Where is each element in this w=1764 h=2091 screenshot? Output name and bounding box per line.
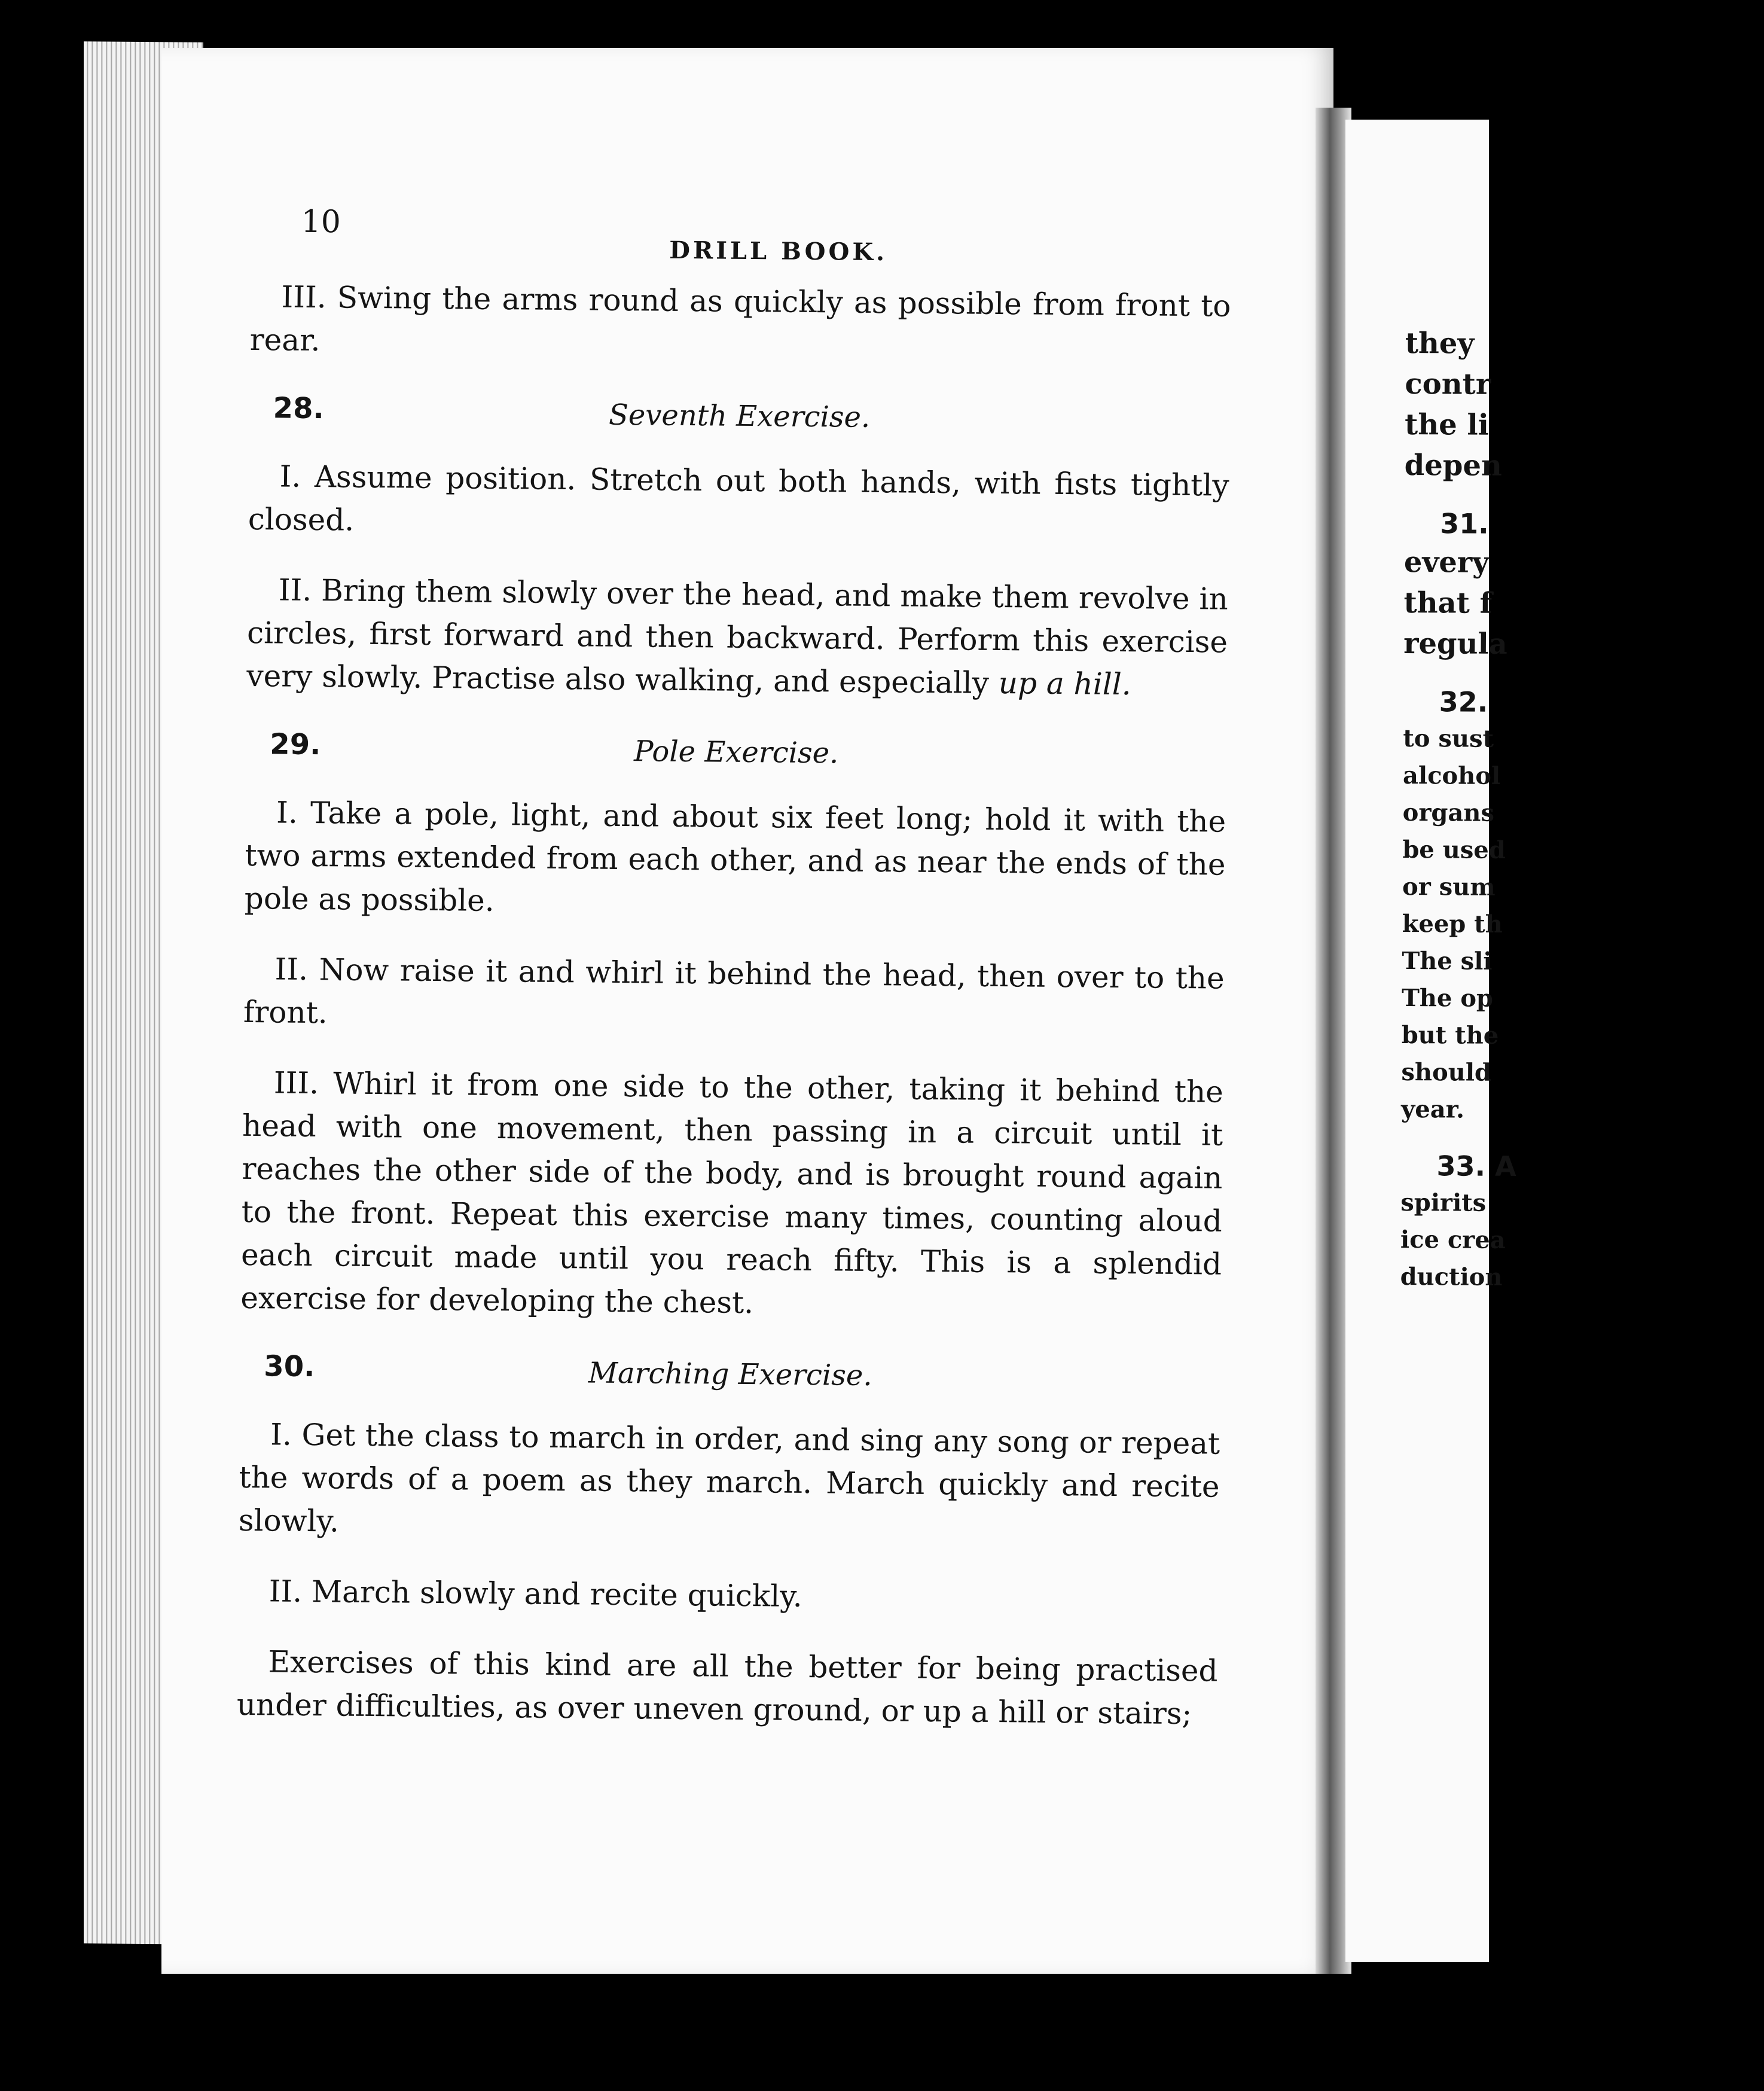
paragraph: II. March slowly and recite quickly. <box>268 1574 802 1614</box>
section-number: 29. <box>270 727 321 762</box>
right-page <box>1345 120 1516 1962</box>
right-section-number: 32. <box>1439 685 1488 718</box>
right-line: every <box>1403 545 1490 580</box>
left-page-content <box>236 203 1232 1763</box>
right-line: contr <box>1405 367 1491 401</box>
right-line: the li <box>1404 407 1490 442</box>
right-line: year. <box>1400 1095 1465 1124</box>
section-title: Marching Exercise. <box>588 1356 872 1393</box>
italic-phrase: up a hill. <box>998 666 1131 702</box>
right-line: duction <box>1400 1262 1503 1291</box>
section-heading-30 <box>240 1347 1221 1408</box>
right-line: they <box>1405 326 1475 361</box>
right-line: but the <box>1401 1020 1499 1050</box>
paragraph: III. Whirl it from one side to the other, taking it behind the head with one movement, then passing in a circuit until it reaches the other side of the body, and is brought round again to the front. Repeat this exercise many times, counting aloud each circuit made until you reach fifty. This is a splendid exercise for developing the chest. <box>240 1065 1224 1321</box>
right-line: that f <box>1403 586 1493 620</box>
right-page-content <box>1400 323 1764 1297</box>
paragraph: Exercises of this kind are all the better for being practised under difficulties, as over uneven ground, or up a hill or stairs; <box>236 1644 1218 1732</box>
page-number: 10 <box>301 203 341 240</box>
paragraph-text: II. Bring them slowly over the head, and make them revolve in circles, first forward and then backward. Perform this exercise very slowly. Practise also walking, and especially <box>246 572 1229 700</box>
right-line: organs <box>1402 798 1495 827</box>
paragraph: I. Assume position. Stretch out both hands, with fists tightly closed. <box>248 459 1229 538</box>
right-line: be used <box>1402 835 1506 864</box>
paragraph: I. Take a pole, light, and about six feet long; hold it with the two arms extended from each other, and as near the ends of the pole as possible. <box>244 795 1226 918</box>
right-line: should <box>1401 1057 1492 1087</box>
right-line: The op <box>1401 983 1494 1013</box>
section-number: 30. <box>264 1349 315 1384</box>
right-line: spirits <box>1400 1188 1487 1217</box>
paragraph <box>246 568 1228 707</box>
section-heading-29 <box>246 725 1227 786</box>
running-head <box>251 203 1232 285</box>
right-line: depen <box>1404 448 1503 483</box>
intro-paragraph: III. Swing the arms round as quickly as possible from front to rear. <box>249 279 1231 358</box>
right-line: ice crea <box>1400 1225 1506 1254</box>
right-line: alcohol <box>1402 761 1501 790</box>
right-line: to sust <box>1403 724 1494 753</box>
right-section-number: 31. <box>1440 507 1489 540</box>
section-heading-28 <box>249 389 1230 450</box>
paragraph: II. Now raise it and whirl it behind the head, then over to the front. <box>243 952 1225 1031</box>
right-section-number: 33. A <box>1436 1150 1516 1182</box>
running-header-title: DRILL BOOK. <box>669 236 888 267</box>
section-title: Pole Exercise. <box>633 734 839 770</box>
paragraph: I. Get the class to march in order, and sing any song or repeat the words of a poem as they march. March quickly and recite slowly. <box>238 1417 1220 1539</box>
section-number: 28. <box>273 391 325 426</box>
section-title: Seventh Exercise. <box>608 398 871 434</box>
right-line: keep th <box>1402 909 1503 938</box>
right-line: The sli <box>1402 946 1493 976</box>
right-line: regula <box>1403 626 1507 661</box>
right-line: or sum <box>1402 872 1496 901</box>
